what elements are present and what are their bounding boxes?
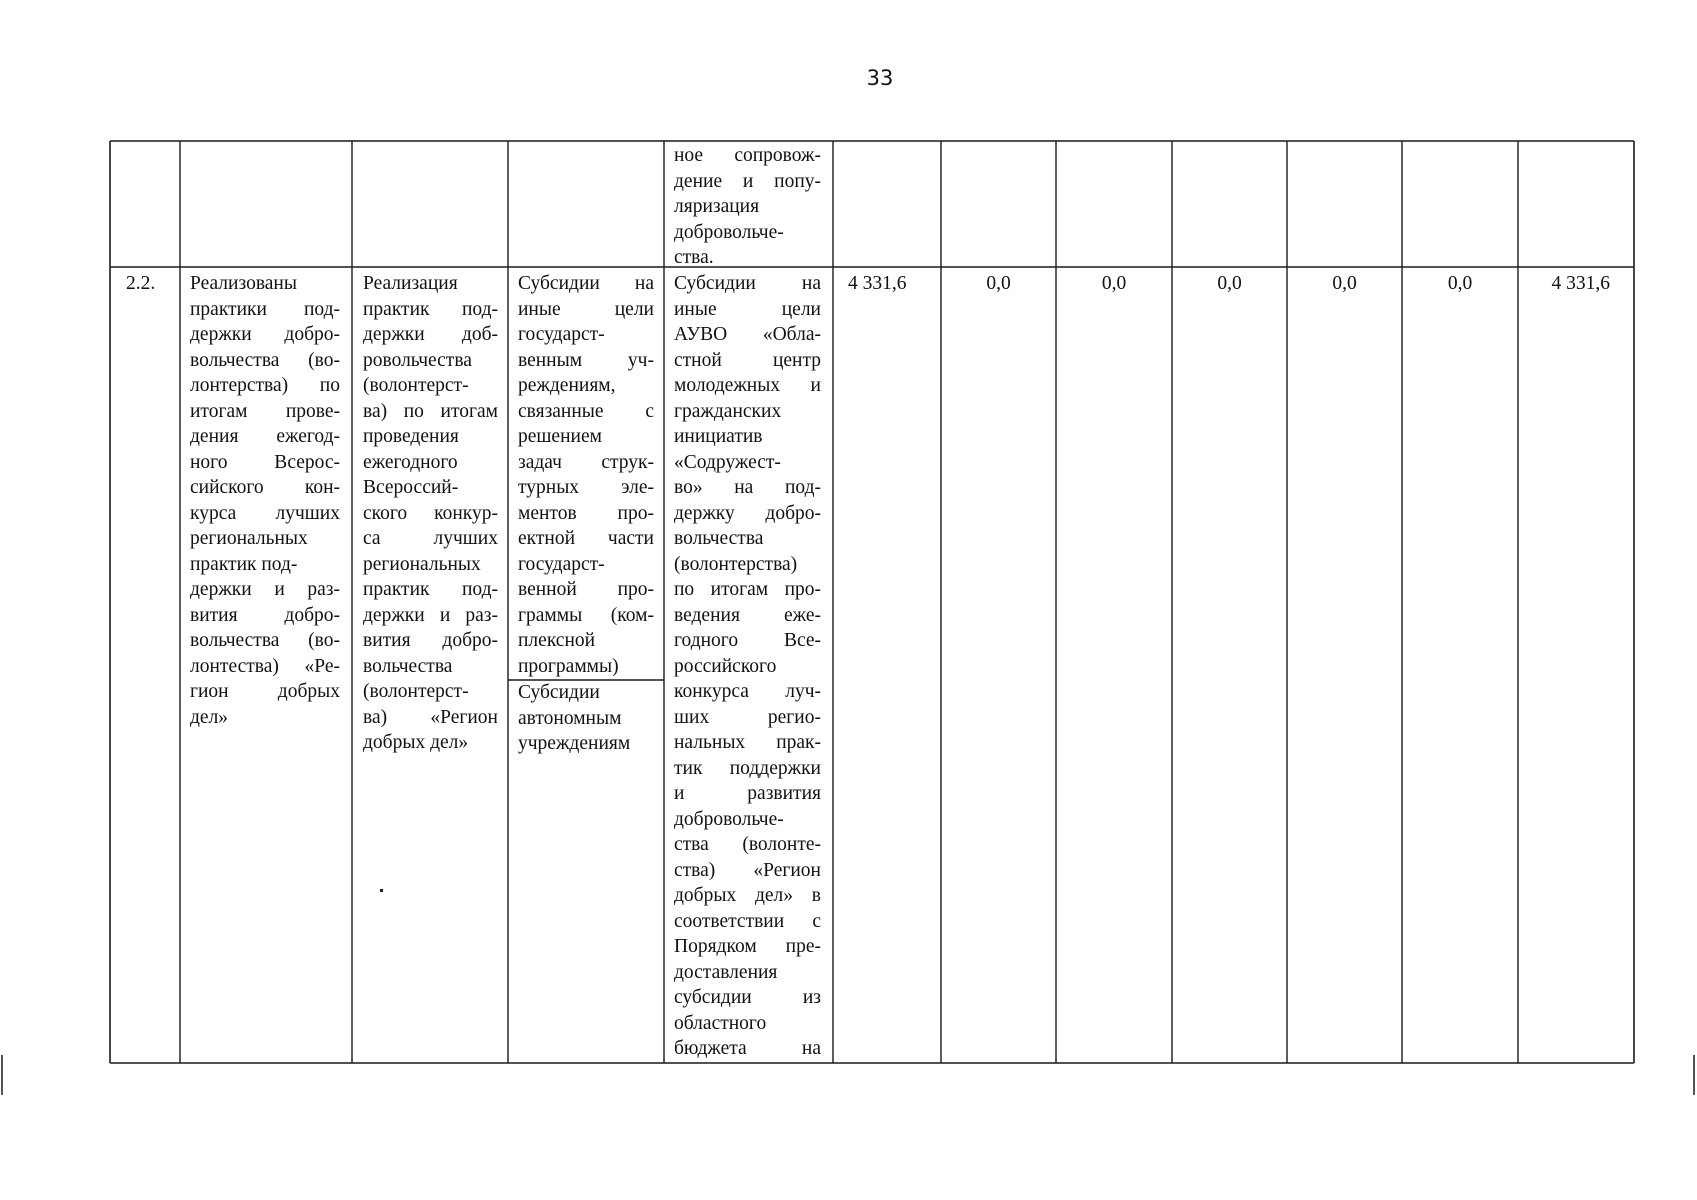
text-line: ежегодного [363, 451, 458, 473]
text-line: дение и попу- [674, 170, 821, 192]
direction-a-cell [518, 271, 654, 679]
text-line: добрых дел» в [674, 885, 821, 906]
direction-b-cell [518, 680, 654, 757]
text-line: ших регио- [674, 706, 821, 728]
text-line: Субсидии на [674, 273, 821, 294]
scan-margin-mark [1, 1055, 3, 1095]
text-line: ского конкур- [363, 502, 498, 524]
text-line: молодежных и [674, 375, 821, 396]
continuation-purpose-cell [674, 143, 821, 271]
page-number: 33 [866, 66, 894, 90]
text-line: иные цели [518, 298, 654, 320]
text-line: конкурса луч- [674, 681, 821, 702]
text-line: держки и раз- [190, 579, 340, 600]
row-number: 2.2. [126, 273, 156, 294]
text-line: по итогам про- [674, 579, 821, 600]
text-line: годного Все- [674, 630, 821, 651]
text-line: ментов про- [518, 502, 654, 524]
text-line: венной про- [518, 579, 654, 600]
text-line: са лучших [363, 528, 498, 549]
purpose-cell [674, 271, 821, 1062]
text-line: и развития [674, 783, 821, 804]
text-line: ства. [674, 247, 714, 268]
text-line: вольчества [674, 528, 764, 549]
text-line: ства) «Регион [674, 859, 821, 881]
text-line: Порядком пре- [674, 936, 821, 957]
text-line: ектной части [518, 528, 654, 549]
text-line: ва) по итогам [363, 400, 498, 422]
text-line: держку добро- [674, 502, 821, 524]
amount-col-6: 0,0 [1447, 273, 1473, 294]
text-line: решением [518, 426, 602, 447]
text-line: Субсидии на [518, 273, 654, 294]
text-line: субсидии из [674, 987, 821, 1008]
text-line: гражданских [674, 400, 782, 422]
text-line: дел» [190, 706, 229, 728]
text-line: лонтерства) по [190, 375, 340, 396]
text-line: практик под- [363, 579, 498, 600]
result-cell [190, 271, 340, 730]
text-line: Реализация [363, 273, 458, 294]
text-line: дения ежегод- [190, 426, 340, 447]
text-line: плексной [518, 630, 596, 651]
text-line: вития добро- [363, 630, 498, 651]
text-line: ва) «Регион [363, 706, 498, 728]
text-line: связанные с [518, 400, 654, 422]
event-cell [363, 271, 498, 756]
text-line: курса лучших [190, 502, 340, 524]
text-line: вольчества (во- [190, 630, 340, 651]
text-line: практик под- [363, 298, 498, 320]
text-line: (волонтерства) [674, 553, 798, 575]
text-line: держки доб- [363, 324, 498, 345]
text-line: проведения [363, 426, 459, 447]
text-line: лонтества) «Ре- [190, 655, 340, 677]
text-line: автономным [518, 707, 622, 729]
text-line: вития добро- [190, 604, 340, 626]
text-line: тик поддержки [674, 757, 821, 779]
text-line: Всероссий- [363, 477, 459, 498]
text-line: вольчества (во- [190, 349, 340, 371]
text-line: стной центр [674, 349, 821, 371]
text-line: государст- [518, 553, 605, 575]
text-line: ведения еже- [674, 604, 821, 626]
text-line: практики под- [190, 298, 340, 320]
text-line: практик под- [190, 553, 298, 575]
text-line: ного Всерос- [190, 451, 340, 473]
text-line: иные цели [674, 298, 821, 320]
text-line: добрых дел» [363, 732, 469, 753]
text-line: российского [674, 655, 777, 677]
text-line: соответствии с [674, 910, 821, 932]
text-line: венным уч- [518, 349, 654, 371]
text-line: во» на под- [674, 477, 821, 498]
text-line: Субсидии [518, 682, 600, 703]
text-line: вольчества [363, 655, 453, 677]
text-line: задач струк- [518, 451, 654, 473]
text-line: доставления [674, 961, 778, 983]
text-line: (волонтерст- [363, 681, 469, 702]
text-line: добровольче- [674, 808, 784, 830]
text-line: сийского кон- [190, 477, 340, 498]
text-line: итогам прове- [190, 400, 340, 422]
text-line: турных эле- [518, 477, 654, 498]
text-line: региональных [363, 553, 481, 575]
text-line: ства (волонте- [674, 834, 821, 855]
text-line: программы) [518, 655, 619, 677]
text-line: областного [674, 1012, 767, 1034]
text-line: ное сопровож- [674, 145, 821, 166]
text-line: ляризация [674, 196, 760, 217]
text-line: (волонтерст- [363, 375, 469, 396]
amount-col-2: 0,0 [986, 273, 1011, 294]
text-line: АУВО «Обла- [674, 324, 821, 345]
amount-col-5: 0,0 [1332, 273, 1357, 294]
text-line: региональных [190, 528, 308, 549]
text-line: инициатив [674, 426, 763, 447]
text-line: гион добрых [190, 681, 340, 702]
text-line: граммы (ком- [518, 604, 654, 626]
text-line: государст- [518, 324, 605, 345]
text-line: реждениям, [518, 375, 616, 396]
text-line: держки добро- [190, 324, 340, 345]
text-line: ровольчества [363, 349, 472, 371]
text-line: нальных прак- [674, 732, 821, 753]
text-line: учреждениям [518, 733, 631, 754]
amount-total: 4 331,6 [1551, 273, 1610, 294]
text-line: «Содружест- [674, 451, 781, 473]
text-line: Реализованы [190, 273, 297, 294]
text-line: бюджета на [674, 1038, 821, 1059]
scan-speck [380, 889, 383, 892]
scan-margin-mark [1693, 1055, 1695, 1095]
amount-col-3: 0,0 [1101, 273, 1127, 294]
amount-total-plan: 4 331,6 [848, 273, 907, 294]
amount-col-4: 0,0 [1217, 273, 1242, 294]
text-line: добровольче- [674, 221, 784, 243]
text-line: держки и раз- [363, 604, 498, 626]
